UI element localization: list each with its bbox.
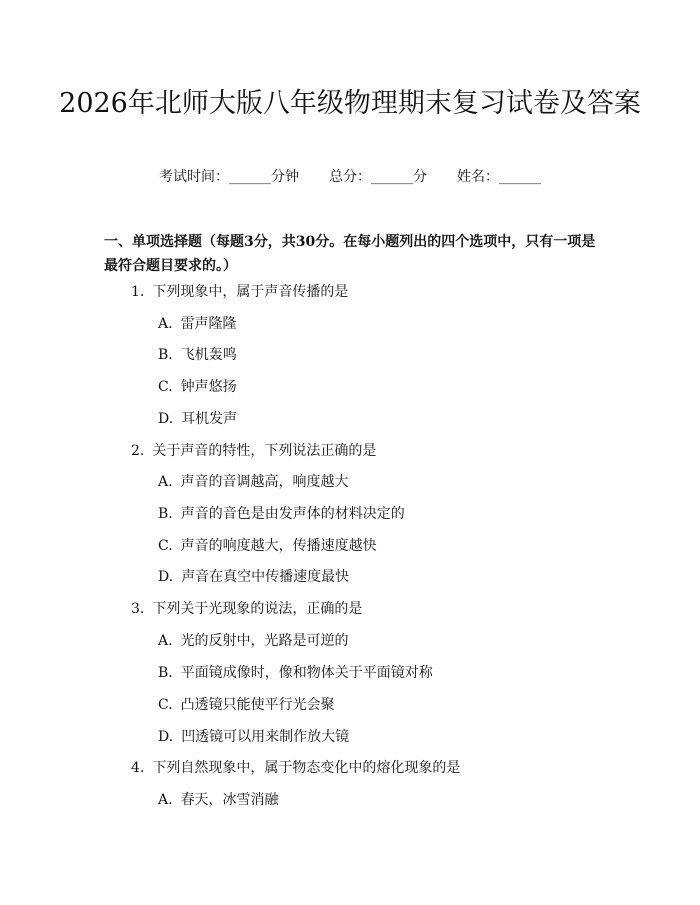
option-text: 雷声隆隆 (180, 316, 237, 332)
question-number: 1. (131, 284, 145, 300)
option-2d (158, 567, 349, 587)
option-1a (158, 314, 237, 334)
option-3b (158, 663, 433, 683)
question-4 (131, 758, 460, 778)
section-heading: 一、单项选择题（每题3分，共30分。在每小题列出的四个选项中，只有一项是最符合题目要求的。） (104, 234, 596, 274)
option-1d (158, 409, 237, 429)
option-key: D. (158, 729, 174, 745)
question-number: 2. (131, 443, 145, 459)
option-text: 平面镜成像时，像和物体关于平面镜对称 (180, 665, 433, 681)
total-score-label: 总分：______分 (329, 169, 427, 185)
option-1b (158, 345, 237, 365)
option-key: D. (158, 411, 174, 427)
question-2 (131, 441, 376, 461)
option-key: B. (158, 506, 173, 522)
option-key: C. (158, 379, 173, 395)
option-3c (158, 695, 335, 715)
option-key: C. (158, 697, 173, 713)
option-text: 声音的音调越高，响度越大 (180, 474, 349, 490)
option-text: 耳机发声 (181, 411, 238, 427)
option-key: B. (158, 665, 173, 681)
question-text: 下列现象中，属于声音传播的是 (152, 284, 349, 300)
exam-meta (0, 167, 700, 187)
option-3a (158, 631, 349, 651)
student-name-label: 姓名：______ (457, 169, 541, 185)
option-key: A. (158, 474, 173, 490)
option-text: 凹透镜可以用来制作放大镜 (181, 729, 350, 745)
option-key: A. (158, 792, 173, 808)
option-2c (158, 536, 377, 556)
option-key: B. (158, 347, 173, 363)
option-2a (158, 472, 349, 492)
question-1 (131, 282, 348, 302)
option-text: 春天，冰雪消融 (180, 792, 279, 808)
option-text: 声音的响度越大，传播速度越快 (180, 538, 377, 554)
option-1c (158, 377, 237, 397)
option-text: 钟声悠扬 (180, 379, 237, 395)
question-3 (131, 599, 362, 619)
option-text: 声音的音色是由发声体的材料决定的 (180, 506, 405, 522)
option-key: C. (158, 538, 173, 554)
question-text: 关于声音的特性，下列说法正确的是 (152, 443, 377, 459)
question-number: 3. (131, 601, 145, 617)
option-text: 声音在真空中传播速度最快 (181, 569, 350, 585)
option-text: 光的反射中，光路是可逆的 (180, 633, 349, 649)
option-text: 凸透镜只能使平行光会聚 (180, 697, 335, 713)
option-key: A. (158, 316, 173, 332)
option-4a (158, 790, 279, 810)
question-number: 4. (131, 760, 145, 776)
exam-title: 2026年北师大版八年级物理期末复习试卷及答案 (59, 88, 641, 119)
exam-time-label: 考试时间：______分钟 (159, 169, 299, 185)
option-3d (158, 727, 349, 747)
question-text: 下列关于光现象的说法，正确的是 (152, 601, 363, 617)
option-key: D. (158, 569, 174, 585)
option-text: 飞机轰鸣 (180, 347, 237, 363)
option-key: A. (158, 633, 173, 649)
question-text: 下列自然现象中，属于物态变化中的熔化现象的是 (152, 760, 461, 776)
option-2b (158, 504, 405, 524)
